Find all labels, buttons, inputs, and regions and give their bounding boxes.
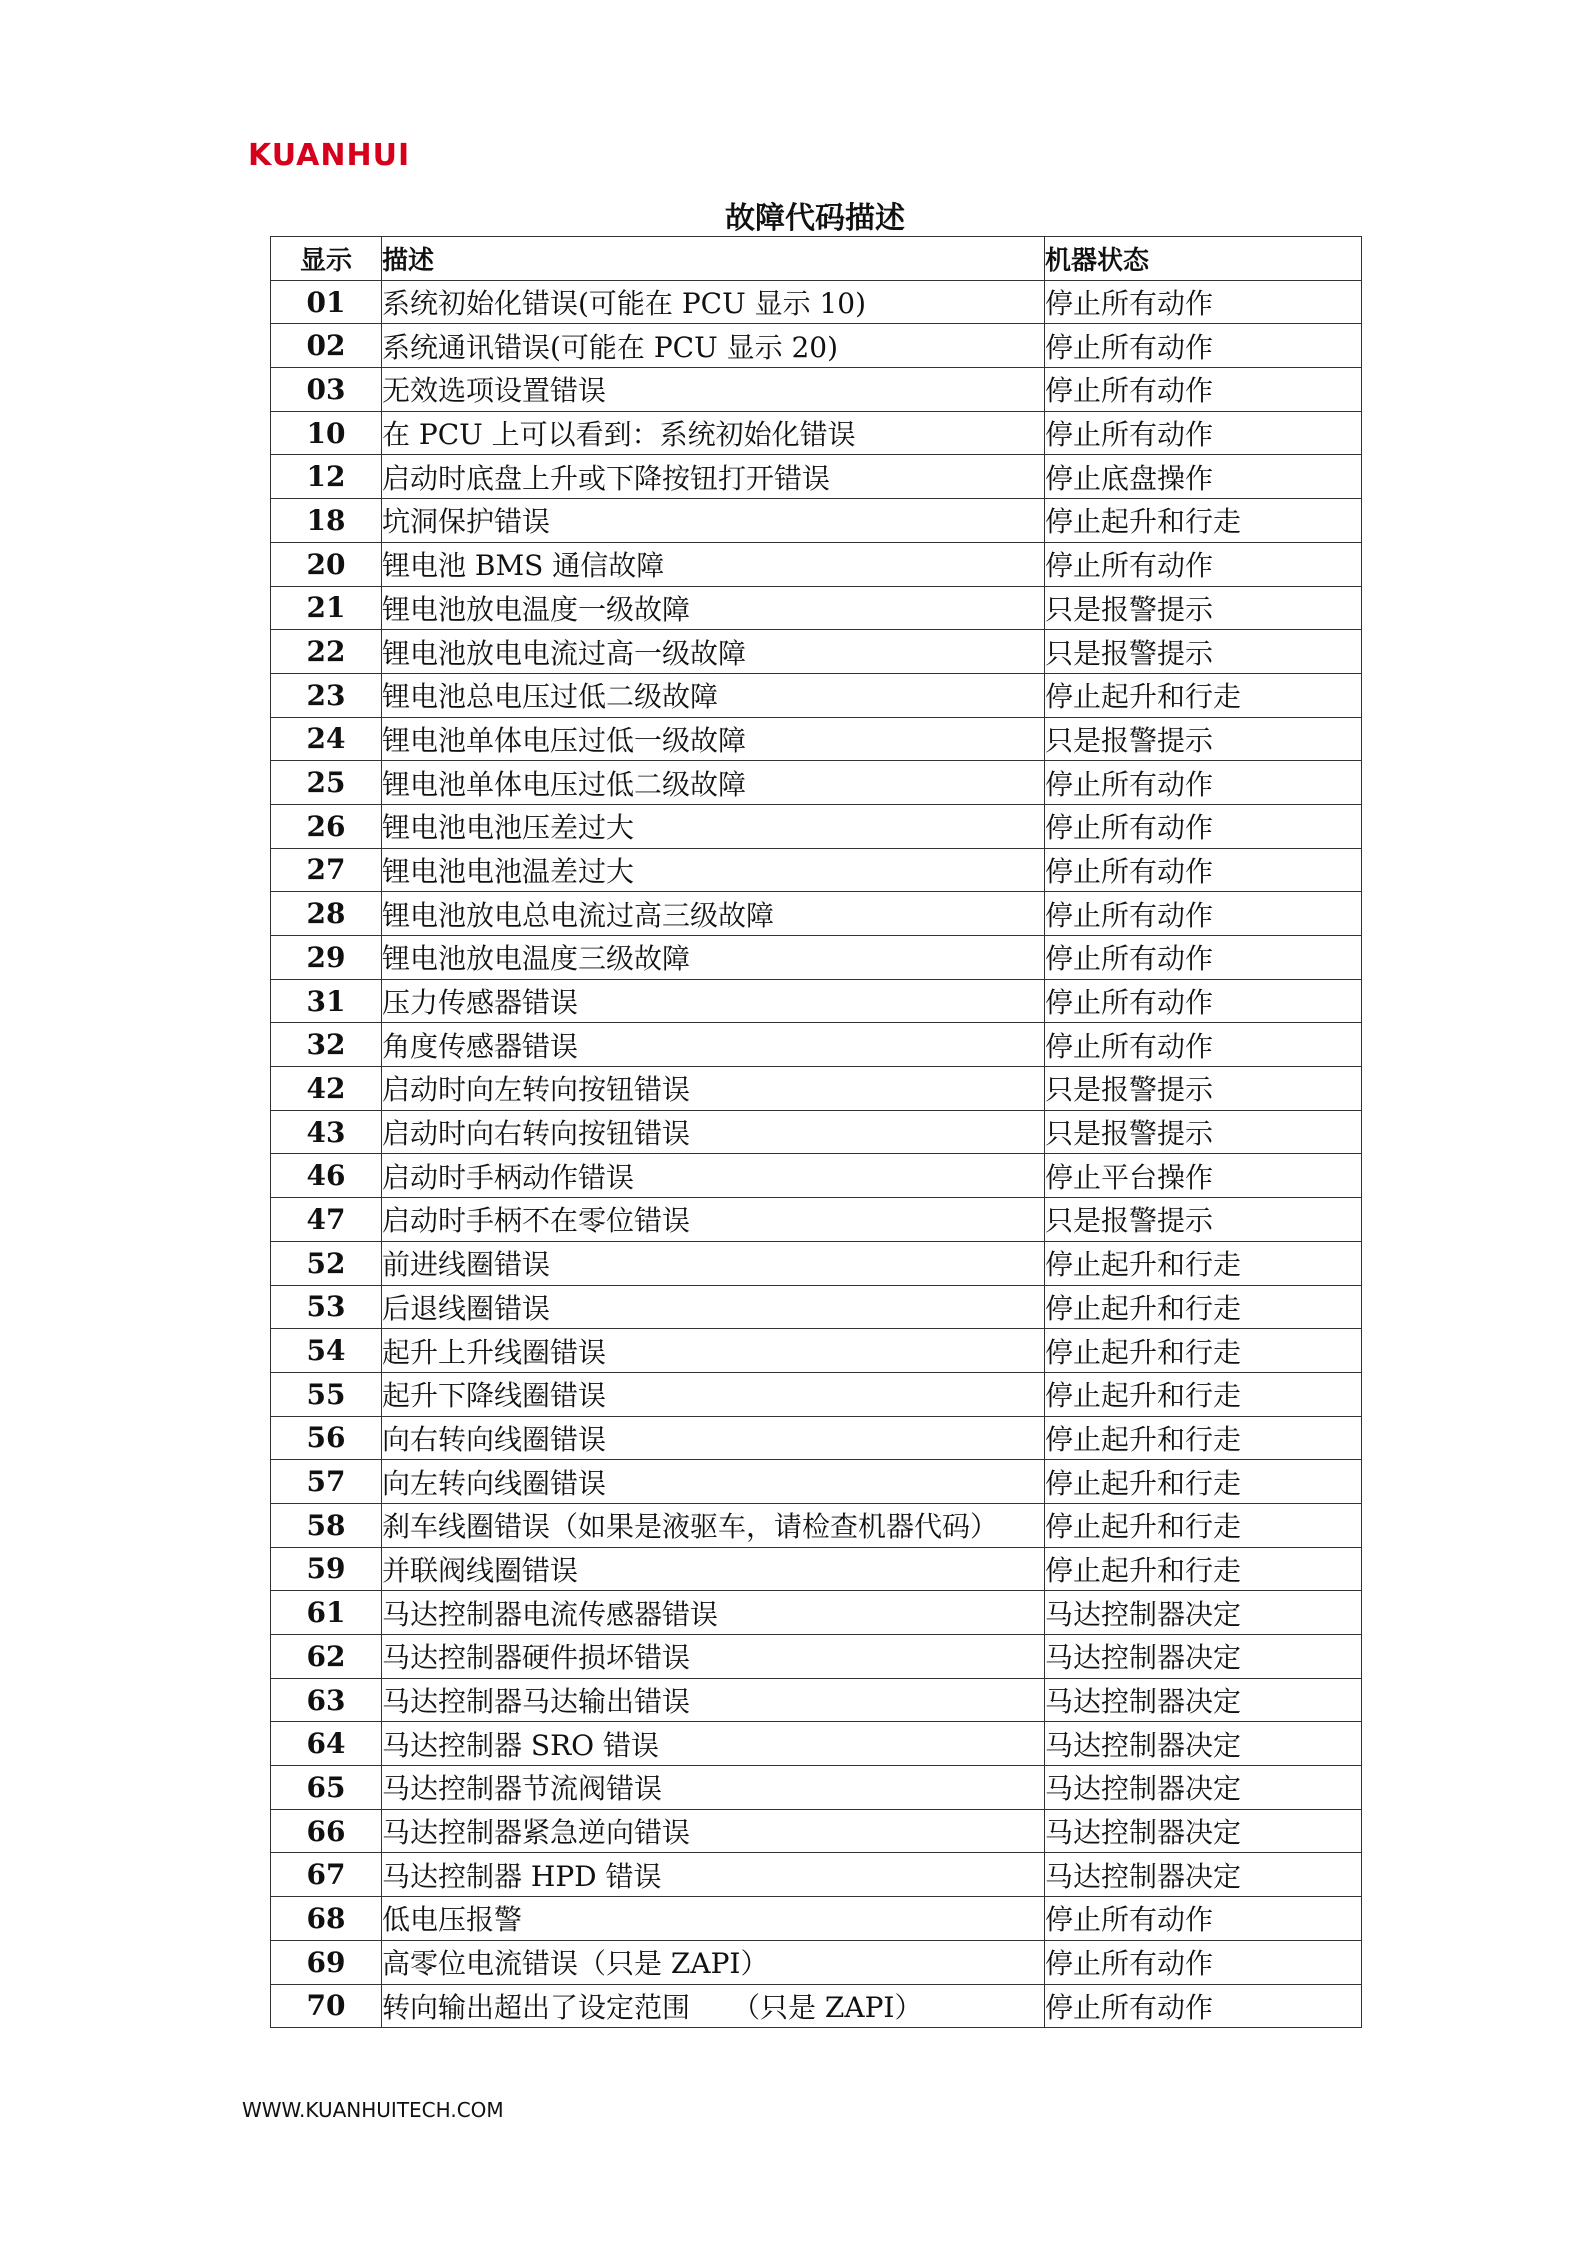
table-row [271,1766,1362,1810]
cell-code: 46 [271,1154,382,1198]
cell-code: 24 [271,717,382,761]
cell-state: 停止起升和行走 [1045,1503,1362,1547]
table-row [271,1591,1362,1635]
cell-code: 63 [271,1678,382,1722]
cell-code: 28 [271,892,382,936]
cell-description: 前进线圈错误 [382,1241,1045,1285]
cell-state: 停止起升和行走 [1045,1372,1362,1416]
cell-description: 刹车线圈错误（如果是液驱车，请检查机器代码） [382,1503,1045,1547]
cell-code: 58 [271,1503,382,1547]
header-description: 描述 [382,237,1045,281]
cell-code: 66 [271,1809,382,1853]
cell-code: 59 [271,1547,382,1591]
cell-code: 26 [271,804,382,848]
cell-description: 并联阀线圈错误 [382,1547,1045,1591]
cell-code: 10 [271,411,382,455]
cell-description: 无效选项设置错误 [382,368,1045,412]
cell-code: 29 [271,936,382,980]
cell-code: 31 [271,979,382,1023]
cell-description: 马达控制器节流阀错误 [382,1766,1045,1810]
cell-code: 67 [271,1853,382,1897]
table-row [271,1853,1362,1897]
cell-description: 角度传感器错误 [382,1023,1045,1067]
cell-description: 锂电池单体电压过低一级故障 [382,717,1045,761]
cell-state: 停止所有动作 [1045,368,1362,412]
cell-state: 停止起升和行走 [1045,673,1362,717]
brand-logo: KUANHUI [248,138,411,173]
cell-state: 只是报警提示 [1045,630,1362,674]
table-row [271,1241,1362,1285]
cell-description: 起升上升线圈错误 [382,1329,1045,1373]
cell-state: 停止所有动作 [1045,979,1362,1023]
cell-state: 只是报警提示 [1045,586,1362,630]
cell-state: 马达控制器决定 [1045,1591,1362,1635]
cell-state: 只是报警提示 [1045,1067,1362,1111]
cell-state: 停止所有动作 [1045,1984,1362,2028]
cell-state: 马达控制器决定 [1045,1809,1362,1853]
cell-description: 启动时向右转向按钮错误 [382,1110,1045,1154]
table-row [271,1416,1362,1460]
cell-description: 锂电池总电压过低二级故障 [382,673,1045,717]
cell-state: 停止起升和行走 [1045,1241,1362,1285]
cell-state: 马达控制器决定 [1045,1722,1362,1766]
cell-code: 47 [271,1198,382,1242]
fault-code-table [270,236,1362,2028]
table-row [271,1547,1362,1591]
cell-description: 压力传感器错误 [382,979,1045,1023]
cell-code: 57 [271,1460,382,1504]
table-row [271,586,1362,630]
cell-code: 53 [271,1285,382,1329]
cell-state: 停止所有动作 [1045,542,1362,586]
cell-state: 马达控制器决定 [1045,1678,1362,1722]
cell-description: 马达控制器 HPD 错误 [382,1853,1045,1897]
table-row [271,1110,1362,1154]
cell-code: 18 [271,499,382,543]
cell-state: 停止所有动作 [1045,1940,1362,1984]
cell-state: 停止所有动作 [1045,411,1362,455]
cell-description: 起升下降线圈错误 [382,1372,1045,1416]
table-row [271,804,1362,848]
table-row [271,1329,1362,1373]
table-header-row [271,237,1362,281]
cell-description: 启动时手柄动作错误 [382,1154,1045,1198]
cell-code: 65 [271,1766,382,1810]
table-row [271,1023,1362,1067]
table-row [271,673,1362,717]
cell-description: 低电压报警 [382,1897,1045,1941]
cell-code: 22 [271,630,382,674]
header-code: 显示 [271,237,382,281]
cell-description: 马达控制器电流传感器错误 [382,1591,1045,1635]
cell-code: 42 [271,1067,382,1111]
cell-code: 64 [271,1722,382,1766]
cell-state: 马达控制器决定 [1045,1766,1362,1810]
cell-description: 马达控制器硬件损坏错误 [382,1635,1045,1679]
cell-state: 停止所有动作 [1045,1897,1362,1941]
cell-state: 停止起升和行走 [1045,1547,1362,1591]
table-row [271,1372,1362,1416]
cell-description: 启动时底盘上升或下降按钮打开错误 [382,455,1045,499]
cell-description: 锂电池电池压差过大 [382,804,1045,848]
table-row [271,1285,1362,1329]
cell-code: 25 [271,761,382,805]
cell-description: 启动时向左转向按钮错误 [382,1067,1045,1111]
table-row [271,761,1362,805]
cell-description: 向右转向线圈错误 [382,1416,1045,1460]
cell-state: 停止所有动作 [1045,804,1362,848]
cell-description: 系统通讯错误(可能在 PCU 显示 20) [382,324,1045,368]
table-row [271,1897,1362,1941]
cell-state: 停止底盘操作 [1045,455,1362,499]
table-row [271,892,1362,936]
header-state: 机器状态 [1045,237,1362,281]
cell-description: 在 PCU 上可以看到：系统初始化错误 [382,411,1045,455]
cell-state: 停止起升和行走 [1045,1416,1362,1460]
cell-state: 停止所有动作 [1045,324,1362,368]
cell-state: 停止所有动作 [1045,848,1362,892]
cell-state: 马达控制器决定 [1045,1853,1362,1897]
table-row [271,1984,1362,2028]
table-row [271,1503,1362,1547]
table-row [271,324,1362,368]
cell-description: 锂电池放电总电流过高三级故障 [382,892,1045,936]
table-row [271,1809,1362,1853]
table-row [271,1198,1362,1242]
cell-description: 系统初始化错误(可能在 PCU 显示 10) [382,280,1045,324]
cell-description: 锂电池电池温差过大 [382,848,1045,892]
cell-description: 锂电池放电电流过高一级故障 [382,630,1045,674]
table-row [271,499,1362,543]
cell-code: 20 [271,542,382,586]
cell-state: 只是报警提示 [1045,717,1362,761]
cell-state: 停止所有动作 [1045,1023,1362,1067]
table-row [271,542,1362,586]
cell-code: 56 [271,1416,382,1460]
cell-state: 马达控制器决定 [1045,1635,1362,1679]
cell-state: 停止起升和行走 [1045,499,1362,543]
cell-state: 停止所有动作 [1045,892,1362,936]
cell-description: 启动时手柄不在零位错误 [382,1198,1045,1242]
table-row [271,717,1362,761]
cell-code: 32 [271,1023,382,1067]
cell-description: 坑洞保护错误 [382,499,1045,543]
table-row [271,630,1362,674]
cell-code: 43 [271,1110,382,1154]
page-title: 故障代码描述 [725,201,905,236]
cell-code: 02 [271,324,382,368]
cell-state: 停止所有动作 [1045,761,1362,805]
cell-description: 锂电池 BMS 通信故障 [382,542,1045,586]
table-row [271,1067,1362,1111]
cell-state: 停止起升和行走 [1045,1329,1362,1373]
cell-code: 62 [271,1635,382,1679]
cell-description: 马达控制器紧急逆向错误 [382,1809,1045,1853]
cell-description: 向左转向线圈错误 [382,1460,1045,1504]
footer-website: WWW.KUANHUITECH.COM [242,2098,504,2122]
cell-state: 停止所有动作 [1045,280,1362,324]
cell-code: 23 [271,673,382,717]
cell-state: 停止起升和行走 [1045,1460,1362,1504]
cell-code: 68 [271,1897,382,1941]
cell-state: 停止起升和行走 [1045,1285,1362,1329]
cell-code: 03 [271,368,382,412]
cell-code: 54 [271,1329,382,1373]
cell-description: 马达控制器马达输出错误 [382,1678,1045,1722]
cell-code: 55 [271,1372,382,1416]
cell-code: 61 [271,1591,382,1635]
cell-code: 01 [271,280,382,324]
table-row [271,1940,1362,1984]
table-row [271,1154,1362,1198]
cell-description: 锂电池单体电压过低二级故障 [382,761,1045,805]
cell-code: 21 [271,586,382,630]
cell-description: 后退线圈错误 [382,1285,1045,1329]
cell-state: 停止平台操作 [1045,1154,1362,1198]
cell-description: 锂电池放电温度三级故障 [382,936,1045,980]
cell-state: 只是报警提示 [1045,1198,1362,1242]
table-row [271,411,1362,455]
table-row [271,455,1362,499]
table-row [271,936,1362,980]
cell-description: 高零位电流错误（只是 ZAPI） [382,1940,1045,1984]
cell-state: 停止所有动作 [1045,936,1362,980]
table-row [271,1635,1362,1679]
cell-state: 只是报警提示 [1045,1110,1362,1154]
cell-code: 27 [271,848,382,892]
table-row [271,368,1362,412]
cell-code: 12 [271,455,382,499]
table-row [271,848,1362,892]
cell-code: 52 [271,1241,382,1285]
table-row [271,979,1362,1023]
table-row [271,1678,1362,1722]
table-row [271,280,1362,324]
table-body [271,280,1362,2028]
cell-description: 马达控制器 SRO 错误 [382,1722,1045,1766]
table-row [271,1460,1362,1504]
cell-code: 69 [271,1940,382,1984]
table-row [271,1722,1362,1766]
cell-code: 70 [271,1984,382,2028]
cell-description: 锂电池放电温度一级故障 [382,586,1045,630]
cell-description: 转向输出超出了设定范围 （只是 ZAPI） [382,1984,1045,2028]
